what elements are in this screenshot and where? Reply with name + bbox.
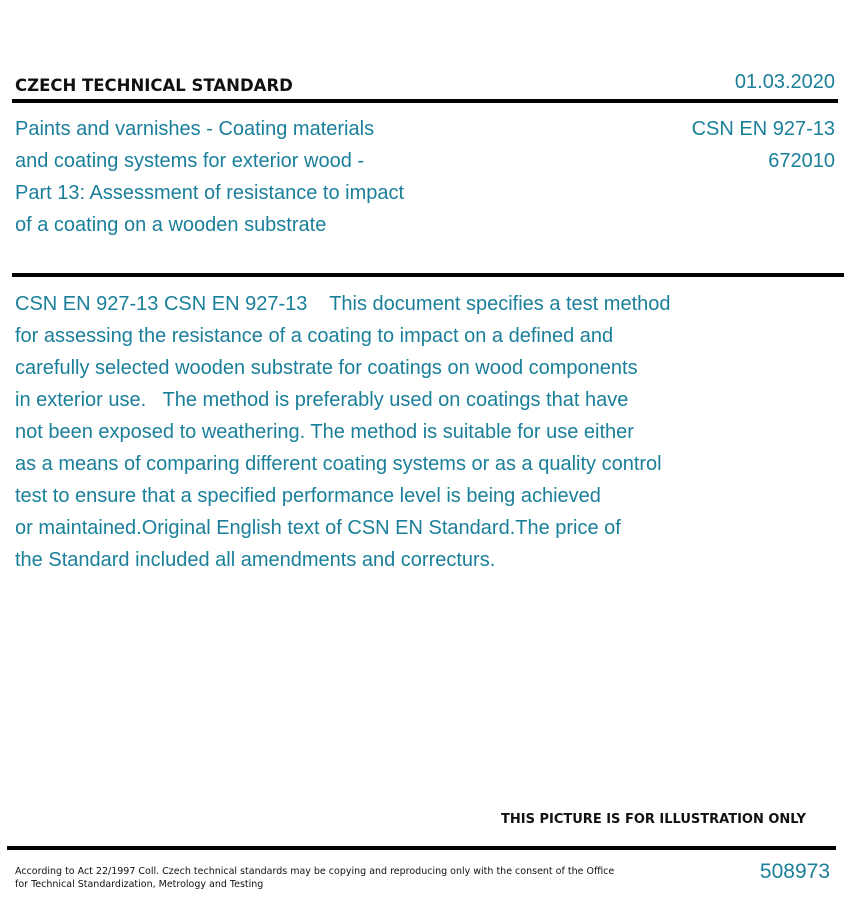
standard-title: [15, 113, 455, 241]
legal-line: According to Act 22/1997 Coll. Czech technical standards may be copying and reproducing only with the consent of the Office: [15, 866, 615, 877]
title-line: Paints and varnishes - Coating materials: [15, 118, 375, 140]
header-divider: [12, 99, 838, 103]
document-number: 508973: [759, 860, 830, 883]
legal-notice: [15, 865, 614, 891]
title-line: of a coating on a wooden substrate: [15, 214, 327, 236]
standard-code: CSN EN 927-13: [691, 118, 835, 140]
abstract-line: CSN EN 927-13 CSN EN 927-13 This document specifies a test method: [15, 293, 671, 315]
classification-code: 672010: [768, 150, 835, 172]
standard-codes: [692, 113, 835, 177]
abstract-line: as a means of comparing different coating systems or as a quality control: [15, 453, 662, 475]
abstract-text: [15, 288, 755, 576]
abstract-line: the Standard included all amendments and correcturs.: [15, 549, 496, 571]
abstract-line: not been exposed to weathering. The method is suitable for use either: [15, 421, 634, 443]
footer-divider: [7, 846, 836, 850]
illustration-note: THIS PICTURE IS FOR ILLUSTRATION ONLY: [501, 812, 806, 827]
publication-date: 01.03.2020: [734, 71, 835, 93]
abstract-line: or maintained.Original English text of CSN EN Standard.The price of: [15, 517, 621, 539]
title-divider: [12, 273, 844, 277]
title-line: Part 13: Assessment of resistance to impact: [15, 182, 405, 204]
title-line: and coating systems for exterior wood -: [15, 150, 365, 172]
abstract-line: test to ensure that a specified performance level is being achieved: [15, 485, 601, 507]
abstract-line: carefully selected wooden substrate for coatings on wood components: [15, 357, 638, 379]
standard-type-label: CZECH TECHNICAL STANDARD: [15, 76, 293, 95]
legal-line: for Technical Standardization, Metrology and Testing: [15, 879, 264, 890]
abstract-line: in exterior use. The method is preferably used on coatings that have: [15, 389, 629, 411]
abstract-line: for assessing the resistance of a coating to impact on a defined and: [15, 325, 614, 347]
